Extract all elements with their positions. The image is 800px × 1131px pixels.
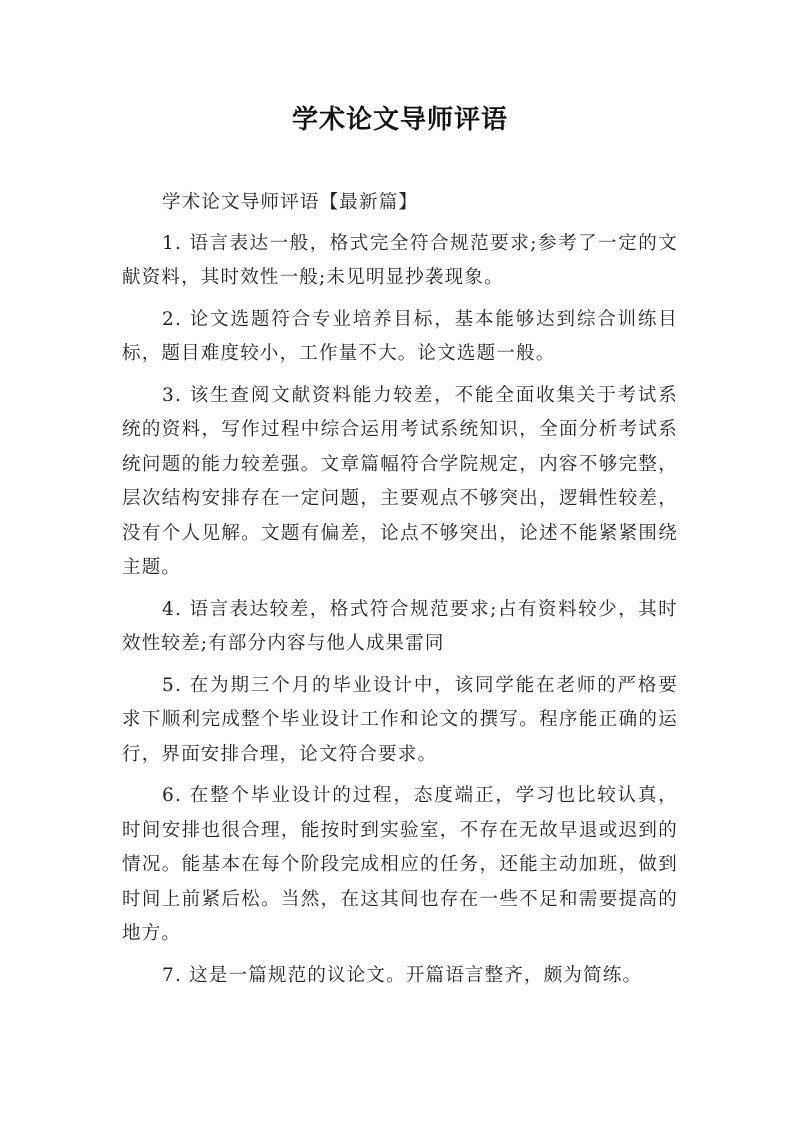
comment-paragraph-7: 7. 这是一篇规范的议论文。开篇语言整齐，颇为简练。 [162, 964, 643, 986]
document-subtitle: 学术论文导师评语【最新篇】 [162, 192, 419, 213]
comment-paragraph-5: 5. 在为期三个月的毕业设计中，该同学能在老师的严格要求下顺利完成整个毕业设计工作和论文的撰写。程序能正确的运行，界面安排合理，论文符合要求。 [122, 674, 678, 765]
comment-paragraph-3: 3. 该生查阅文献资料能力较差，不能全面收集关于考试系统的资料，写作过程中综合运用考试系统知识，全面分析考试系统问题的能力较差强。文章篇幅符合学院规定，内容不够完整，层次结构安排存在一定问题，主要观点不够突出，逻辑性较差，没有个人见解。文题有偏差，论点不够突出，论述不能紧紧围绕主题。 [122, 384, 678, 578]
document-title: 学术论文导师评语 [291, 105, 508, 135]
document-body [122, 186, 678, 1000]
comment-paragraph-2: 2. 论文选题符合专业培养目标，基本能够达到综合训练目标，题目难度较小，工作量不大。论文选题一般。 [122, 308, 678, 364]
comment-paragraph-6: 6. 在整个毕业设计的过程，态度端正，学习也比较认真，时间安排也很合理，能按时到实验室，不存在无故早退或迟到的情况。能基本在每个阶段完成相应的任务，还能主动加班，做到时间上前紧后松。当然，在这其间也存在一些不足和需要提高的地方。 [122, 785, 678, 944]
comment-paragraph-1: 1. 语言表达一般，格式完全符合规范要求;参考了一定的文献资料，其时效性一般;未见明显抄袭现象。 [122, 232, 678, 288]
comment-paragraph-4: 4. 语言表达较差，格式符合规范要求;占有资料较少，其时效性较差;有部分内容与他人成果雷同 [122, 598, 678, 654]
